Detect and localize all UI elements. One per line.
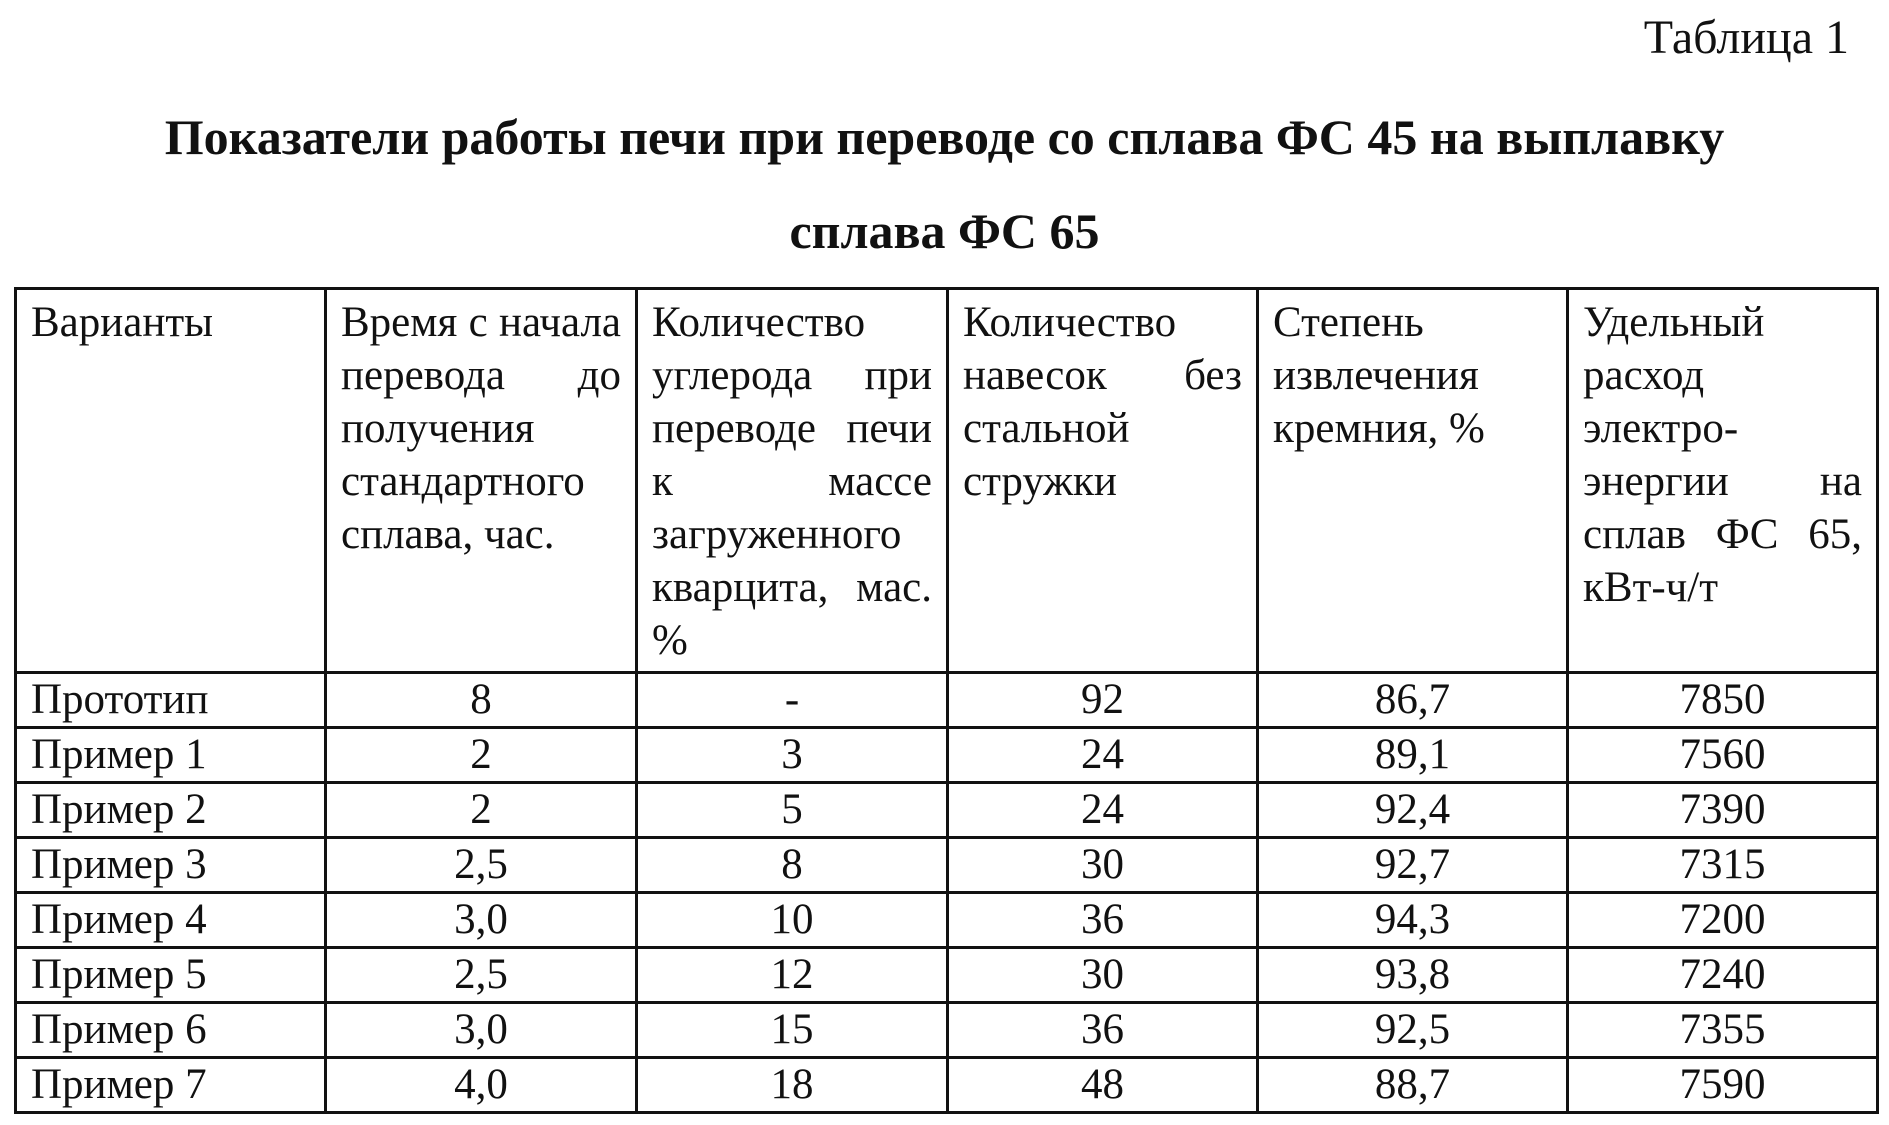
batch-count-cell: 48 [948,1058,1258,1113]
batch-count-cell: 36 [948,893,1258,948]
carbon-cell: 18 [637,1058,948,1113]
energy-cell: 7315 [1568,838,1878,893]
carbon-cell: - [637,673,948,728]
silicon-recovery-cell: 92,5 [1258,1003,1568,1058]
table-title-line-1: Показатели работы печи при переводе со сплава ФС 45 на выплавку [164,109,1725,165]
table-row [16,1003,1878,1058]
time-cell: 2 [326,783,637,838]
row-label-cell: Пример 3 [16,838,326,893]
silicon-recovery-cell: 89,1 [1258,728,1568,783]
carbon-cell: 10 [637,893,948,948]
time-cell: 2 [326,728,637,783]
table-header-row [16,289,1878,673]
energy-cell: 7240 [1568,948,1878,1003]
carbon-cell: 15 [637,1003,948,1058]
table-row [16,838,1878,893]
batch-count-cell: 24 [948,783,1258,838]
table-row [16,893,1878,948]
table-row [16,728,1878,783]
silicon-recovery-cell: 88,7 [1258,1058,1568,1113]
table-number-label: Таблица 1 [1643,11,1849,64]
row-label-cell: Пример 7 [16,1058,326,1113]
energy-cell: 7850 [1568,673,1878,728]
row-label-cell: Пример 5 [16,948,326,1003]
time-cell: 8 [326,673,637,728]
table-title-line-2: сплава ФС 65 [789,203,1100,259]
time-cell: 3,0 [326,1003,637,1058]
row-label-cell: Пример 1 [16,728,326,783]
table-row [16,783,1878,838]
silicon-recovery-cell: 92,7 [1258,838,1568,893]
results-table [14,287,1879,1114]
carbon-cell: 5 [637,783,948,838]
row-label-cell: Прототип [16,673,326,728]
batch-count-cell: 24 [948,728,1258,783]
silicon-recovery-cell: 93,8 [1258,948,1568,1003]
batch-count-cell: 36 [948,1003,1258,1058]
time-cell: 2,5 [326,948,637,1003]
batch-count-cell: 30 [948,838,1258,893]
energy-cell: 7355 [1568,1003,1878,1058]
energy-cell: 7560 [1568,728,1878,783]
energy-cell: 7200 [1568,893,1878,948]
silicon-recovery-cell: 92,4 [1258,783,1568,838]
silicon-recovery-cell: 94,3 [1258,893,1568,948]
column-header-batch-count: Количество навесок без стальной стружки [948,289,1258,673]
table-row [16,948,1878,1003]
column-header-time: Время с начала перевода до получения стандартного сплава, час. [326,289,637,673]
carbon-cell: 8 [637,838,948,893]
carbon-cell: 3 [637,728,948,783]
energy-cell: 7590 [1568,1058,1878,1113]
batch-count-cell: 30 [948,948,1258,1003]
row-label-cell: Пример 2 [16,783,326,838]
row-label-cell: Пример 6 [16,1003,326,1058]
table-row [16,673,1878,728]
batch-count-cell: 92 [948,673,1258,728]
time-cell: 3,0 [326,893,637,948]
column-header-carbon-amount: Количество углерода при переводе печи к массе загруженного кварцита, мас. % [637,289,948,673]
time-cell: 4,0 [326,1058,637,1113]
table-row [16,1058,1878,1113]
carbon-cell: 12 [637,948,948,1003]
column-header-silicon-recovery: Степень извлечения кремния, % [1258,289,1568,673]
column-header-energy-consumption: Удельный расход электро-энергии на сплав ФС 65, кВт-ч/т [1568,289,1878,673]
row-label-cell: Пример 4 [16,893,326,948]
energy-cell: 7390 [1568,783,1878,838]
silicon-recovery-cell: 86,7 [1258,673,1568,728]
time-cell: 2,5 [326,838,637,893]
column-header-variants: Варианты [16,289,326,673]
